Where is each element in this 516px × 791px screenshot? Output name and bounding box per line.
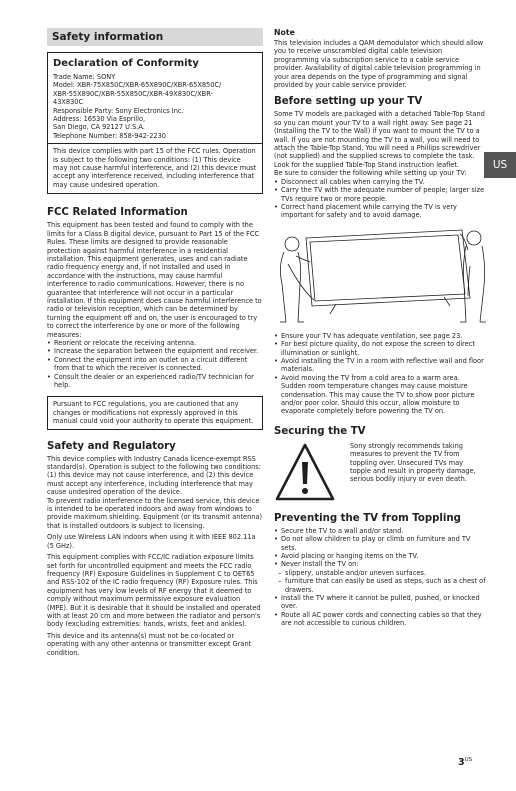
regulatory-p3: Only use Wireless LAN indoors when using it with IEEE 802.11a (5 GHz). xyxy=(47,533,256,550)
note-title: Note xyxy=(274,28,295,37)
regulatory-title: Safety and Regulatory xyxy=(47,440,176,452)
warning-triangle-icon xyxy=(274,442,336,502)
regulatory-p4: This equipment complies with FCC/IC radiation exposure limits set forth for uncontrolled equipment and meets the FCC radio frequency (RF) Exposure Guidelines in Supplement C to OET65 and RSS-102 of the IC radio frequency (RF) Exposure rules. This equipment has very low levels of RF energy that it deemed to comply without maximum permissive exposure evaluation (MPE). But it is desirable that it should be installed and operated with at least 20 cm and more between the radiator and person's body (excluding extremities: hands, wrists, feet and ankles). xyxy=(47,553,261,629)
setup-title: Before setting up your TV xyxy=(274,96,423,108)
tv-carry-illustration xyxy=(274,226,486,324)
page-number xyxy=(458,757,472,768)
doc-line: San Diego, CA 92127 U.S.A. xyxy=(53,123,145,132)
setup-be-sure: Be sure to consider the following while setting up your TV: xyxy=(274,169,467,178)
list-item: • Reorient or relocate the receiving antenna. xyxy=(47,339,263,347)
doc-line: Telephone Number: 858-942-2230 xyxy=(53,131,166,140)
list-item: – furniture that can easily be used as steps, such as a chest of drawers. xyxy=(278,577,486,594)
fcc-body: This equipment has been tested and found to comply with the limits for a Class B digital device, pursuant to Part 15 of the FCC Rules. These limits are designed to provide reasonable protection against harmful interference in a residential installation. This equipment generates, uses and can radiate radio frequency energy and, if not installed and used in accordance with the instructions, may cause harmful interference to radio communications. However, there is no guarantee that interference will not occur in a particular installation. If this equipment does cause harmful interference to radio or television reception, which can be determined by turning the equipment off and on, the user is encouraged to try to correct the interference by one or more of the following measures: xyxy=(47,221,262,339)
list-item: – slippery, unstable and/or uneven surfaces. xyxy=(278,569,486,577)
list-item: • Increase the separation between the equipment and receiver. xyxy=(47,347,263,355)
fcc-caution-text: Pursuant to FCC regulations, you are cautioned that any changes or modifications not expressly approved in this manual could void your authority to operate this equipment. xyxy=(53,400,254,426)
list-item: • Correct hand placement while carrying the TV is very important for safety and to avoid damage. xyxy=(274,203,486,220)
list-item: • Connect the equipment into an outlet on a circuit different from that to which the receiver is connected. xyxy=(47,356,263,373)
regulatory-p5: This device and its antenna(s) must not be co-located or operating with any other antenna or transmitter except Grant condition. xyxy=(47,631,252,657)
right-column xyxy=(274,28,486,628)
page-number-value: 3 xyxy=(458,757,465,768)
fcc-title: FCC Related Information xyxy=(47,207,188,219)
list-item: • Avoid placing or hanging items on the TV. xyxy=(274,552,486,560)
toppling-title: Preventing the TV from Toppling xyxy=(274,512,461,524)
toppling-bullets-a xyxy=(274,527,486,569)
fcc-caution-box xyxy=(47,396,263,429)
page-number-suffix: US xyxy=(464,757,473,763)
setup-bullets-a xyxy=(274,178,486,220)
list-item: • Route all AC power cords and connecting cables so that they are not accessible to curious children. xyxy=(274,611,486,628)
securing-text: Sony strongly recommends taking measures to prevent the TV from toppling over. Unsecured TVs may topple and result in property damage, serious bodily injury or even death. xyxy=(350,441,476,484)
regulatory-p1: This device complies with Industry Canada licence-exempt RSS standard(s). Operation is subject to the following two conditions: (1) this device may not cause interference, and (2) this device must accept any interference, including interference that may cause undesired operation of the device. xyxy=(47,454,261,497)
list-item: • Consult the dealer or an experienced radio/TV technician for help. xyxy=(47,373,263,390)
list-item: • Install the TV where it cannot be pulled, pushed, or knocked over. xyxy=(274,594,486,611)
setup-body: Some TV models are packaged with a detached Table-Top Stand so you can mount your TV to a wall right away. See page 21 (Installing the TV to the Wall) if you want to mount the TV to a wall. If you are not mounting the TV to a wall, you will need to attach the Table-Top Stand. You will need a Phillips screwdriver (not supplied) and the supplied screws to complete the task. Look for the supplied Table-Top Stand instruction leaflet. xyxy=(274,110,485,169)
doc-line: Trade Name: SONY xyxy=(53,73,116,81)
regulatory-p2: To prevent radio interference to the licensed service, this device is intended to be operated indoors and away from windows to provide maximum shielding. Equipment (or its transmit antenna) that is installed outdoors is subject to licensing. xyxy=(47,496,263,530)
safety-information-band xyxy=(47,28,263,46)
setup-bullets-b xyxy=(274,332,486,416)
securing-warning xyxy=(274,442,486,502)
doc-line: Address: 16530 Via Esprillo, xyxy=(53,115,146,124)
doc-line: Model: XBR-75X850C/XBR-65X890C/XBR-65X850C/ xyxy=(53,81,222,90)
list-item: • Secure the TV to a wall and/or stand. xyxy=(274,527,486,535)
doc-line: XBR-55X890C/XBR-55X850C/XBR-49X830C/XBR- xyxy=(53,89,213,98)
doc-line: Responsible Party: Sony Electronics Inc. xyxy=(53,106,184,115)
declaration-title: Declaration of Conformity xyxy=(53,58,199,69)
left-column xyxy=(47,28,263,657)
doc-line: 43X830C xyxy=(53,98,84,107)
safety-information-title: Safety information xyxy=(52,31,164,43)
toppling-sub-bullets xyxy=(278,569,486,594)
list-item: • Disconnect all cables when carrying the TV. xyxy=(274,178,486,186)
securing-title: Securing the TV xyxy=(274,425,366,437)
list-item: • Avoid moving the TV from a cold area to a warm area. Sudden room temperature changes may cause moisture condensation. This may cause the TV to show poor picture and/or poor color. Should this occur, allow moisture to evaporate completely before powering the TV on. xyxy=(274,374,486,416)
region-tab: US xyxy=(484,152,516,178)
toppling-bullets-b xyxy=(274,594,486,628)
note-body: This television includes a QAM demodulator which should allow you to receive unscrambled digital cable television programming via subscription service to a cable service provider. Availability of digital cable television programming in your area depends on the type of programming and signal provided by your cable service provider. xyxy=(274,39,484,90)
compliance-text: This device complies with part 15 of the FCC rules. Operation is subject to the following two conditions: (1) This device may not cause harmful interference, and (2) this device must accept any interference received, including interference that may cause undesired operation. xyxy=(53,147,257,189)
list-item: • Ensure your TV has adequate ventilation, see page 23. xyxy=(274,332,486,340)
divider xyxy=(48,143,262,144)
list-item: • For best picture quality, do not expose the screen to direct illumination or sunlight. xyxy=(274,340,486,357)
list-item: • Avoid installing the TV in a room with reflective wall and floor materials. xyxy=(274,357,486,374)
list-item: • Carry the TV with the adequate number of people; larger size TVs require two or more people. xyxy=(274,186,486,203)
list-item: • Never install the TV on: xyxy=(274,560,486,568)
list-item: • Do not allow children to play or climb on furniture and TV sets. xyxy=(274,535,486,552)
fcc-bullets xyxy=(47,339,263,389)
declaration-box xyxy=(47,52,263,194)
